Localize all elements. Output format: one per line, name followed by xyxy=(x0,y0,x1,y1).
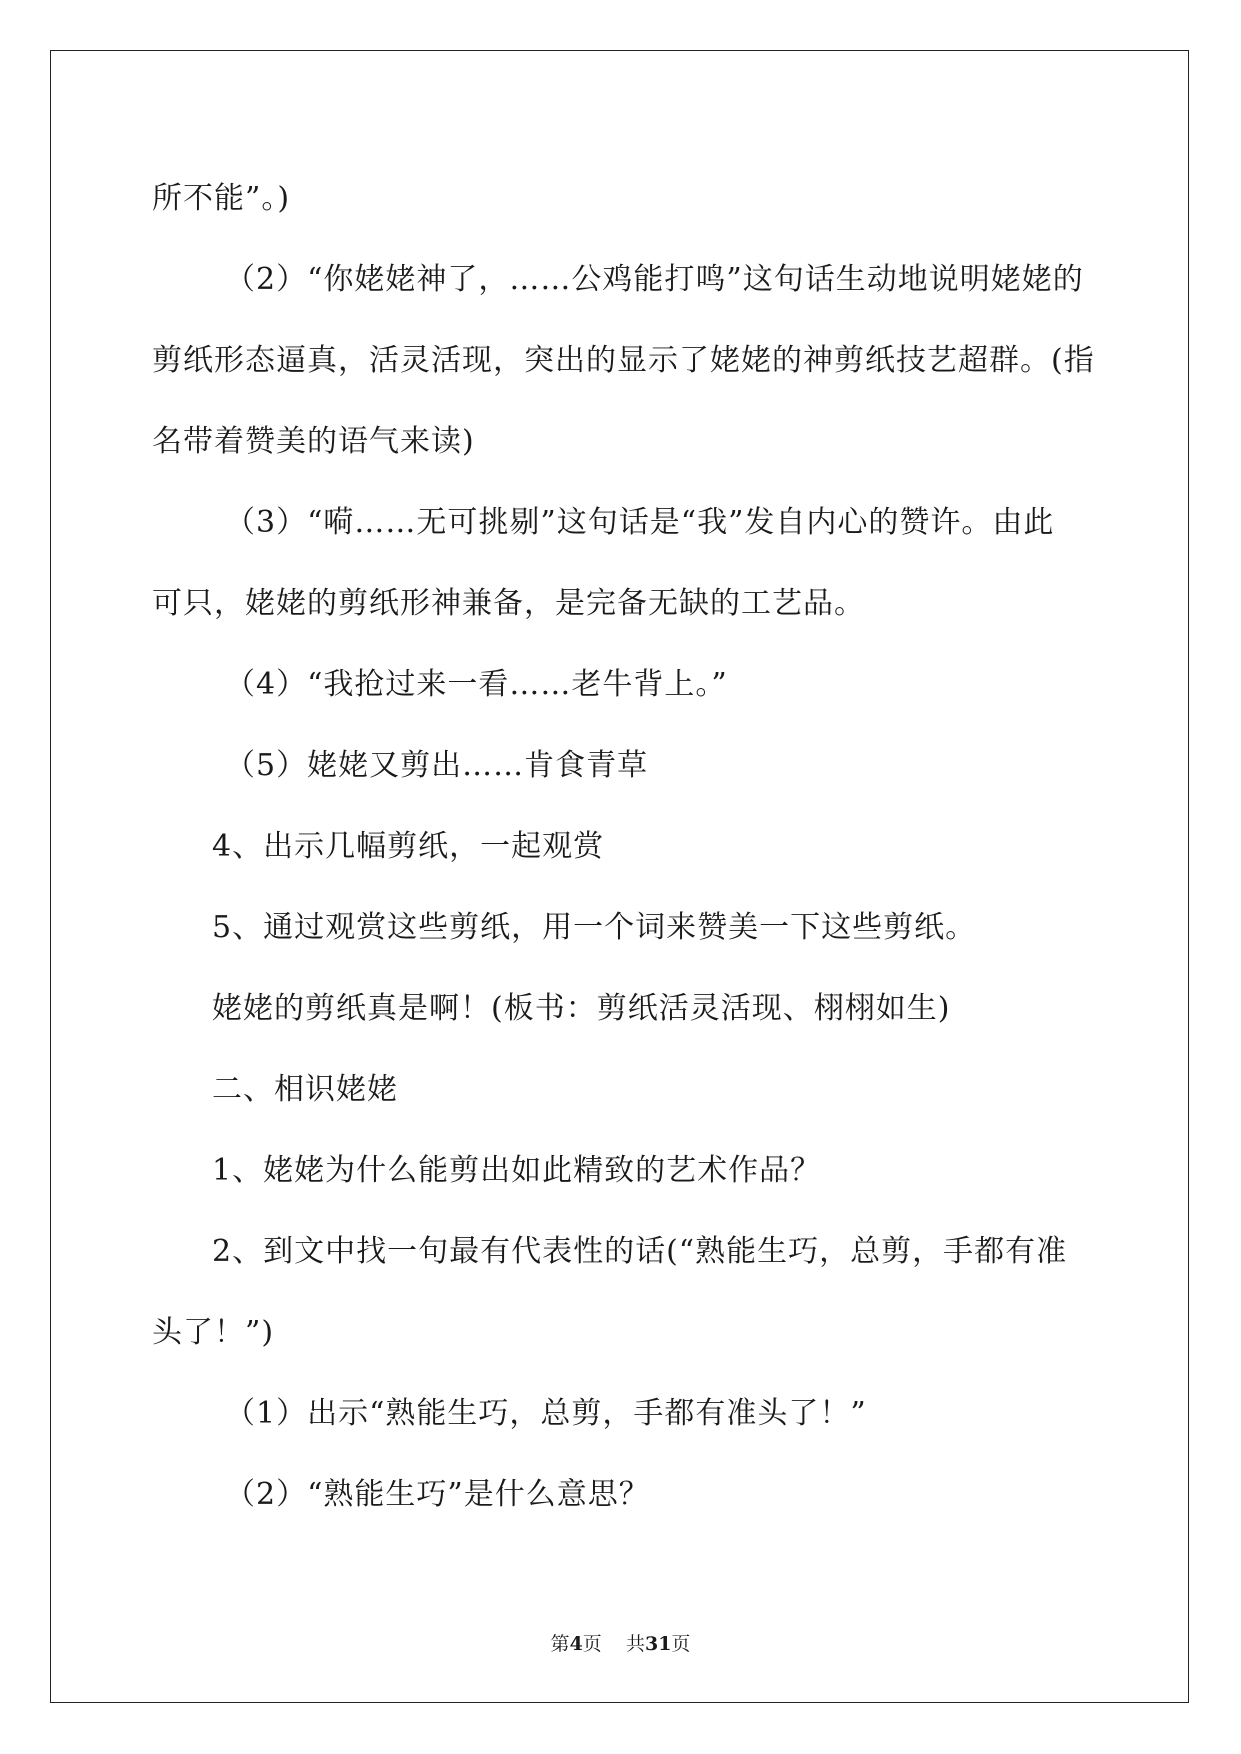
current-page-number: 4 xyxy=(569,1633,583,1655)
text-line: （1）出示“熟能生巧，总剪，手都有准头了！” xyxy=(225,1396,867,1431)
text-line: 1、姥姥为什么能剪出如此精致的艺术作品？ xyxy=(212,1153,822,1188)
footer-suffix: 页 xyxy=(671,1633,691,1655)
text-line: 姥姥的剪纸真是啊！(板书：剪纸活灵活现、栩栩如生) xyxy=(212,991,951,1026)
text-line: （5）姥姥又剪出……肯食青草 xyxy=(225,748,649,783)
text-line: 可只，姥姥的剪纸形神兼备，是完备无缺的工艺品。 xyxy=(152,586,865,621)
text-line: （2）“熟能生巧”是什么意思？ xyxy=(225,1477,650,1512)
text-line: 5、通过观赏这些剪纸，用一个词来赞美一下这些剪纸。 xyxy=(212,910,977,945)
text-line: 4、出示几幅剪纸，一起观赏 xyxy=(212,829,605,864)
footer-prefix: 第 xyxy=(550,1633,570,1655)
text-line: 二、相识姥姥 xyxy=(212,1072,398,1107)
document-body xyxy=(152,158,1095,1535)
text-line: 名带着赞美的语气来读) xyxy=(152,424,475,459)
text-line: （3）“嗬……无可挑剔”这句话是“我”发自内心的赞许。由此 xyxy=(225,505,1055,540)
text-line: 头了！”) xyxy=(152,1315,275,1350)
text-line: 剪纸形态逼真，活灵活现，突出的显示了姥姥的神剪纸技艺超群。(指 xyxy=(152,343,1095,378)
text-line: 2、到文中找一句最有代表性的话(“熟能生巧，总剪，手都有准 xyxy=(212,1234,1068,1269)
page-footer xyxy=(0,1632,1241,1656)
text-line: 所不能”。) xyxy=(152,181,291,216)
text-line: （2）“你姥姥神了，……公鸡能打鸣”这句话生动地说明姥姥的 xyxy=(225,262,1084,297)
total-page-count: 31 xyxy=(644,1633,672,1655)
footer-mid: 页 共 xyxy=(582,1633,645,1655)
text-line: （4）“我抢过来一看……老牛背上。” xyxy=(225,667,728,702)
